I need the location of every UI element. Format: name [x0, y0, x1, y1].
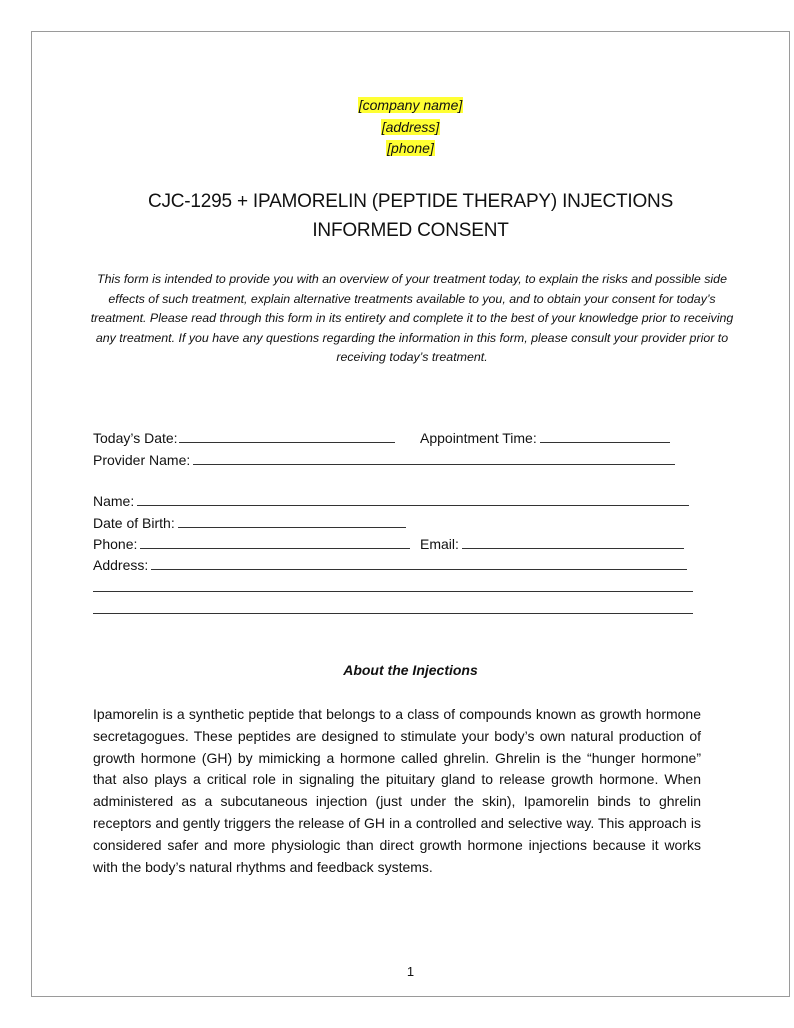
provider-name-field[interactable] [193, 451, 675, 465]
todays-date-label: Today’s Date: [93, 430, 178, 446]
appointment-time-field[interactable] [540, 429, 670, 443]
company-address: [address] [381, 118, 440, 135]
document-page [31, 31, 790, 997]
name-field[interactable] [137, 492, 689, 506]
dob-label: Date of Birth: [93, 515, 175, 531]
address-label: Address: [93, 557, 149, 573]
title-line-2: INFORMED CONSENT [312, 220, 509, 241]
company-name: [company name] [358, 97, 463, 113]
section-body: Ipamorelin is a synthetic peptide that belongs to a class of compounds known as growth hormone secretagogues. These peptides are designed to stimulate your body’s own natural production of growth hormone (GH) by mimicking a hormone called ghrelin. Ghrelin is the “hunger hormone” that also plays a critical role in signaling the pituitary gland to release growth hormone. When administered as a subcutaneous injection (just under the skin), Ipamorelin binds to ghrelin receptors and gently triggers the release of GH in a controlled and selective way. This approach is considered safer and more physiologic than direct growth hormone injections because it works with the body’s natural rhythms and feedback systems. [93, 706, 701, 875]
email-field[interactable] [462, 535, 684, 549]
appointment-time-label: Appointment Time: [420, 430, 537, 446]
todays-date-field[interactable] [179, 429, 395, 443]
email-label: Email: [420, 536, 459, 552]
section-heading: About the Injections [343, 662, 478, 678]
name-label: Name: [93, 493, 135, 509]
document-title [32, 187, 789, 245]
company-header [32, 95, 789, 160]
intro-paragraph: This form is intended to provide you with an overview of your treatment today, to explain the risks and possible side effects of such treatment, explain alternative treatments available to you, and to obtain your consent for today’s treatment. Please read through this form in its entirety and complete it to the best of your knowledge prior to receiving any treatment. If you have any questions regarding the information in this form, please consult your provider prior to receiving today’s treatment. [90, 272, 734, 365]
provider-name-label: Provider Name: [93, 452, 191, 468]
page-number: 1 [406, 964, 415, 979]
address-line-2[interactable] [93, 591, 693, 592]
phone-label: Phone: [93, 536, 138, 552]
company-phone: [phone] [387, 140, 434, 156]
dob-field[interactable] [178, 514, 406, 528]
address-field[interactable] [151, 556, 687, 570]
phone-field[interactable] [140, 535, 410, 549]
title-line-1: CJC-1295 + IPAMORELIN (PEPTIDE THERAPY) INJECTIONS [147, 191, 674, 212]
address-line-3[interactable] [93, 613, 693, 614]
